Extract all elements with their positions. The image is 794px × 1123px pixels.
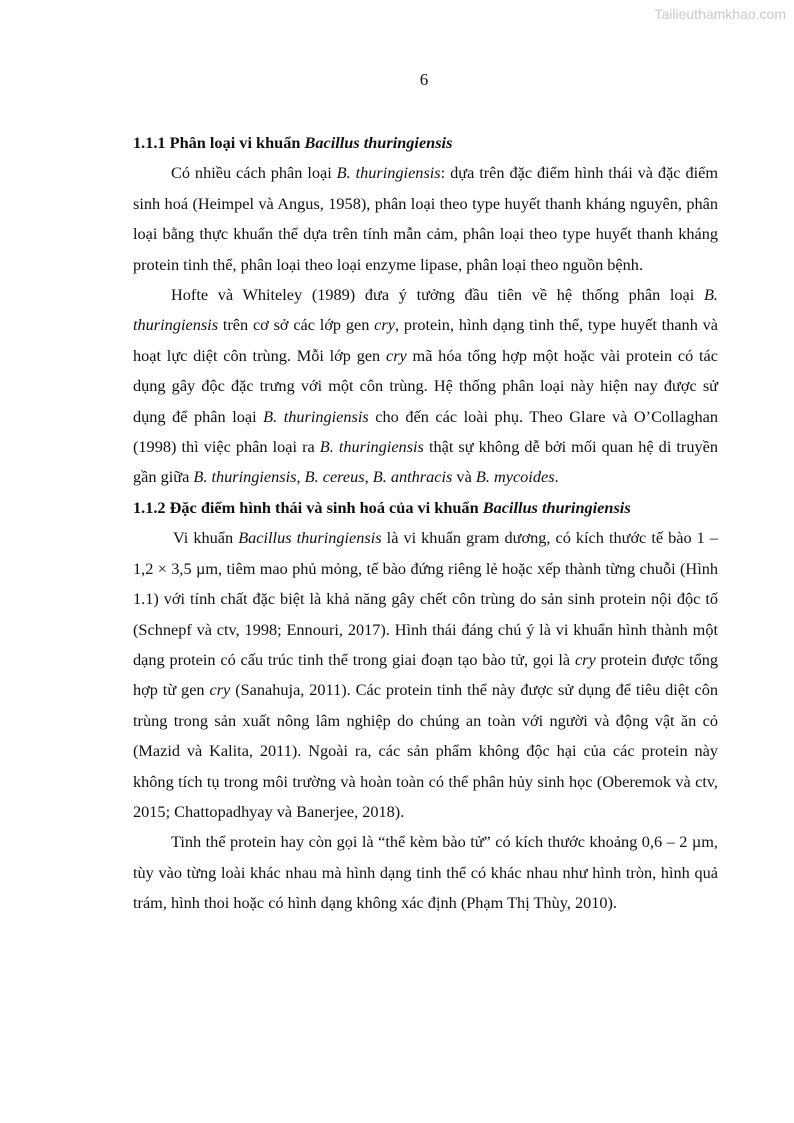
watermark: Tailieuthamkhao.com [654, 6, 786, 22]
page-number: 6 [419, 70, 429, 89]
section-heading-1-1-2: 1.1.2 Đặc điểm hình thái và sinh hoá của vi khuẩn Bacillus thuringiensis [133, 497, 631, 517]
paragraph: Tinh thể protein hay còn gọi là “thể kèm bào tử” có kích thước khoảng 0,6 – 2 µm, tùy vào từng loài khác nhau mà hình dạng tinh thể có khác nhau như hình tròn, hình quả trám, hình thoi hoặc có hình dạng không xác định (Phạm Thị Thùy, 2010). [133, 832, 718, 913]
document-body [133, 128, 718, 919]
paragraph: Vi khuẩn Bacillus thuringiensis là vi khuẩn gram dương, có kích thước tế bào 1 – 1,2 × 3,5 µm, tiêm mao phủ mỏng, tế bào đứng riêng lẻ hoặc xếp thành từng chuỗi (Hình 1.1) với tính chất đặc biệt là khả năng gây chết côn trùng do sản sinh protein nội độc tố (Schnepf và ctv, 1998; Ennouri, 2017). Hình thái đáng chú ý là vi khuẩn hình thành một dạng protein có cấu trúc tinh thể trong giai đoạn tạo bào tử, gọi là cry protein được tổng hợp từ gen cry (Sanahuja, 2011). Các protein tinh thể này được sử dụng để tiêu diệt côn trùng trong sản xuất nông lâm nghiệp do chúng an toàn với người và động vật ăn cỏ (Mazid và Kalita, 2011). Ngoài ra, các sản phẩm không độc hại của các protein này không tích tụ trong môi trường và hoàn toàn có thể phân hủy sinh học (Oberemok và ctv, 2015; Chattopadhyay và Banerjee, 2018). [133, 528, 718, 821]
paragraph: Hofte và Whiteley (1989) đưa ý tưởng đầu tiên về hệ thống phân loại B. thuringiensis trên cơ sở các lớp gen cry, protein, hình dạng tinh thể, type huyết thanh và hoạt lực diệt côn trùng. Mỗi lớp gen cry mã hóa tổng hợp một hoặc vài protein có tác dụng gây độc đặc trưng với một côn trùng. Hệ thống phân loại này hiện nay được sử dụng để phân loại B. thuringiensis cho đến các loài phụ. Theo Glare và O’Collaghan (1998) thì việc phân loại ra B. thuringiensis thật sự không dễ bởi mối quan hệ di truyền gần giữa B. thuringiensis, B. cereus, B. anthracis và B. mycoides. [133, 285, 719, 487]
section-heading-1-1-1: 1.1.1 Phân loại vi khuẩn Bacillus thuringiensis [133, 133, 453, 152]
paragraph: Có nhiều cách phân loại B. thuringiensis: dựa trên đặc điểm hình thái và đặc điểm sinh hoá (Heimpel và Angus, 1958), phân loại theo type huyết thanh kháng nguyên, phân loại bằng thực khuẩn thể dựa trên tính mẫn cảm, phân loại theo type huyết thanh kháng protein tinh thể, phân loại theo loại enzyme lipase, phân loại theo nguồn bệnh. [133, 163, 719, 274]
